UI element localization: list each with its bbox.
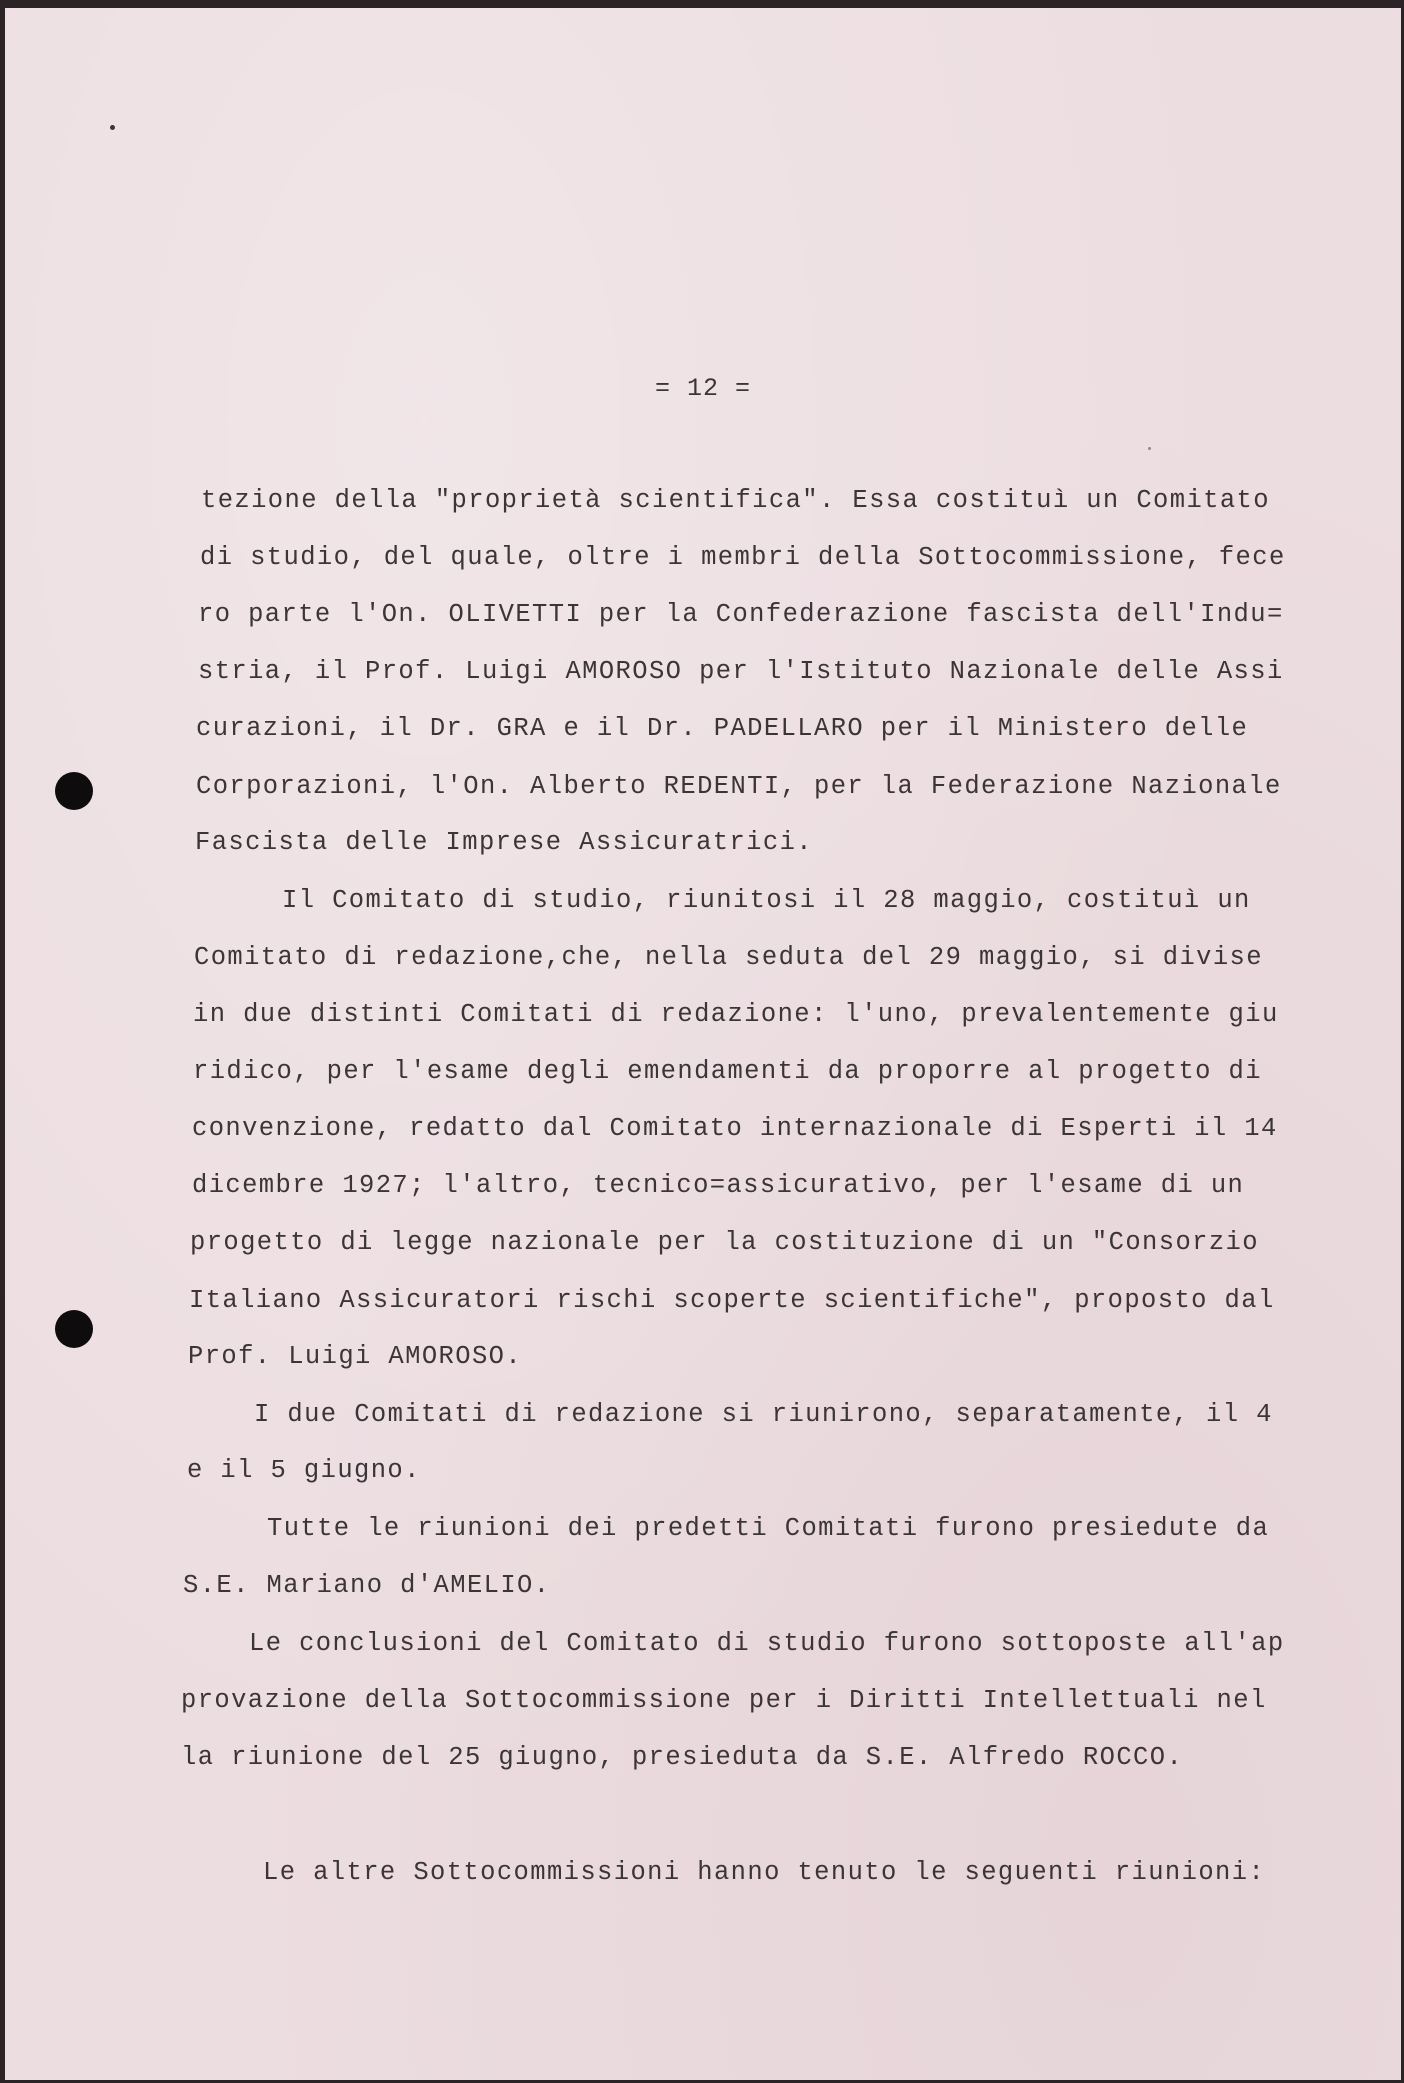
text-line: Fascista delle Imprese Assicuratrici. [195, 828, 813, 857]
ink-speck [1148, 447, 1151, 450]
text-line: e il 5 giugno. [187, 1456, 421, 1485]
text-line: S.E. Mariano d'AMELIO. [183, 1571, 551, 1600]
document-page [5, 8, 1401, 2080]
text-line: tezione della "proprietà scientifica". Essa costituì un Comitato [201, 486, 1270, 515]
ink-speck [110, 125, 115, 130]
text-line: Comitato di redazione,che, nella seduta del 29 maggio, si divise [194, 943, 1263, 972]
text-line: Italiano Assicuratori rischi scoperte scientifiche", proposto dal [189, 1286, 1275, 1315]
text-line: Il Comitato di studio, riunitosi il 28 maggio, costituì un [282, 886, 1251, 915]
text-line: Le conclusioni del Comitato di studio furono sottoposte all'ap [249, 1629, 1285, 1658]
text-line: stria, il Prof. Luigi AMOROSO per l'Istituto Nazionale delle Assi [198, 657, 1284, 686]
punch-hole-top [55, 772, 93, 810]
text-line: convenzione, redatto dal Comitato internazionale di Esperti il 14 [192, 1114, 1278, 1143]
text-line: Prof. Luigi AMOROSO. [188, 1342, 523, 1371]
text-line: I due Comitati di redazione si riunirono, separatamente, il 4 [254, 1400, 1273, 1429]
text-line: in due distinti Comitati di redazione: l'uno, prevalentemente giu [193, 1000, 1279, 1029]
text-line: curazioni, il Dr. GRA e il Dr. PADELLARO per il Ministero delle [196, 714, 1249, 743]
text-line: Tutte le riunioni dei predetti Comitati furono presiedute da [267, 1514, 1270, 1543]
text-line: ro parte l'On. OLIVETTI per la Confederazione fascista dell'Indu= [198, 600, 1284, 629]
text-line: di studio, del quale, oltre i membri della Sottocommissione, fece [200, 543, 1286, 572]
text-line: progetto di legge nazionale per la costituzione di un "Consorzio [190, 1228, 1259, 1257]
text-line: la riunione del 25 giugno, presieduta da S.E. Alfredo ROCCO. [181, 1743, 1184, 1772]
text-line: Le altre Sottocommissioni hanno tenuto le seguenti riunioni: [263, 1858, 1266, 1887]
page-number: = 12 = [655, 374, 752, 403]
text-line: Corporazioni, l'On. Alberto REDENTI, per la Federazione Nazionale [196, 772, 1282, 801]
text-line: ridico, per l'esame degli emendamenti da proporre al progetto di [193, 1057, 1262, 1086]
punch-hole-bottom [55, 1310, 93, 1348]
text-line: dicembre 1927; l'altro, tecnico=assicurativo, per l'esame di un [192, 1171, 1245, 1200]
text-line: provazione della Sottocommissione per i Diritti Intellettuali nel [181, 1686, 1267, 1715]
